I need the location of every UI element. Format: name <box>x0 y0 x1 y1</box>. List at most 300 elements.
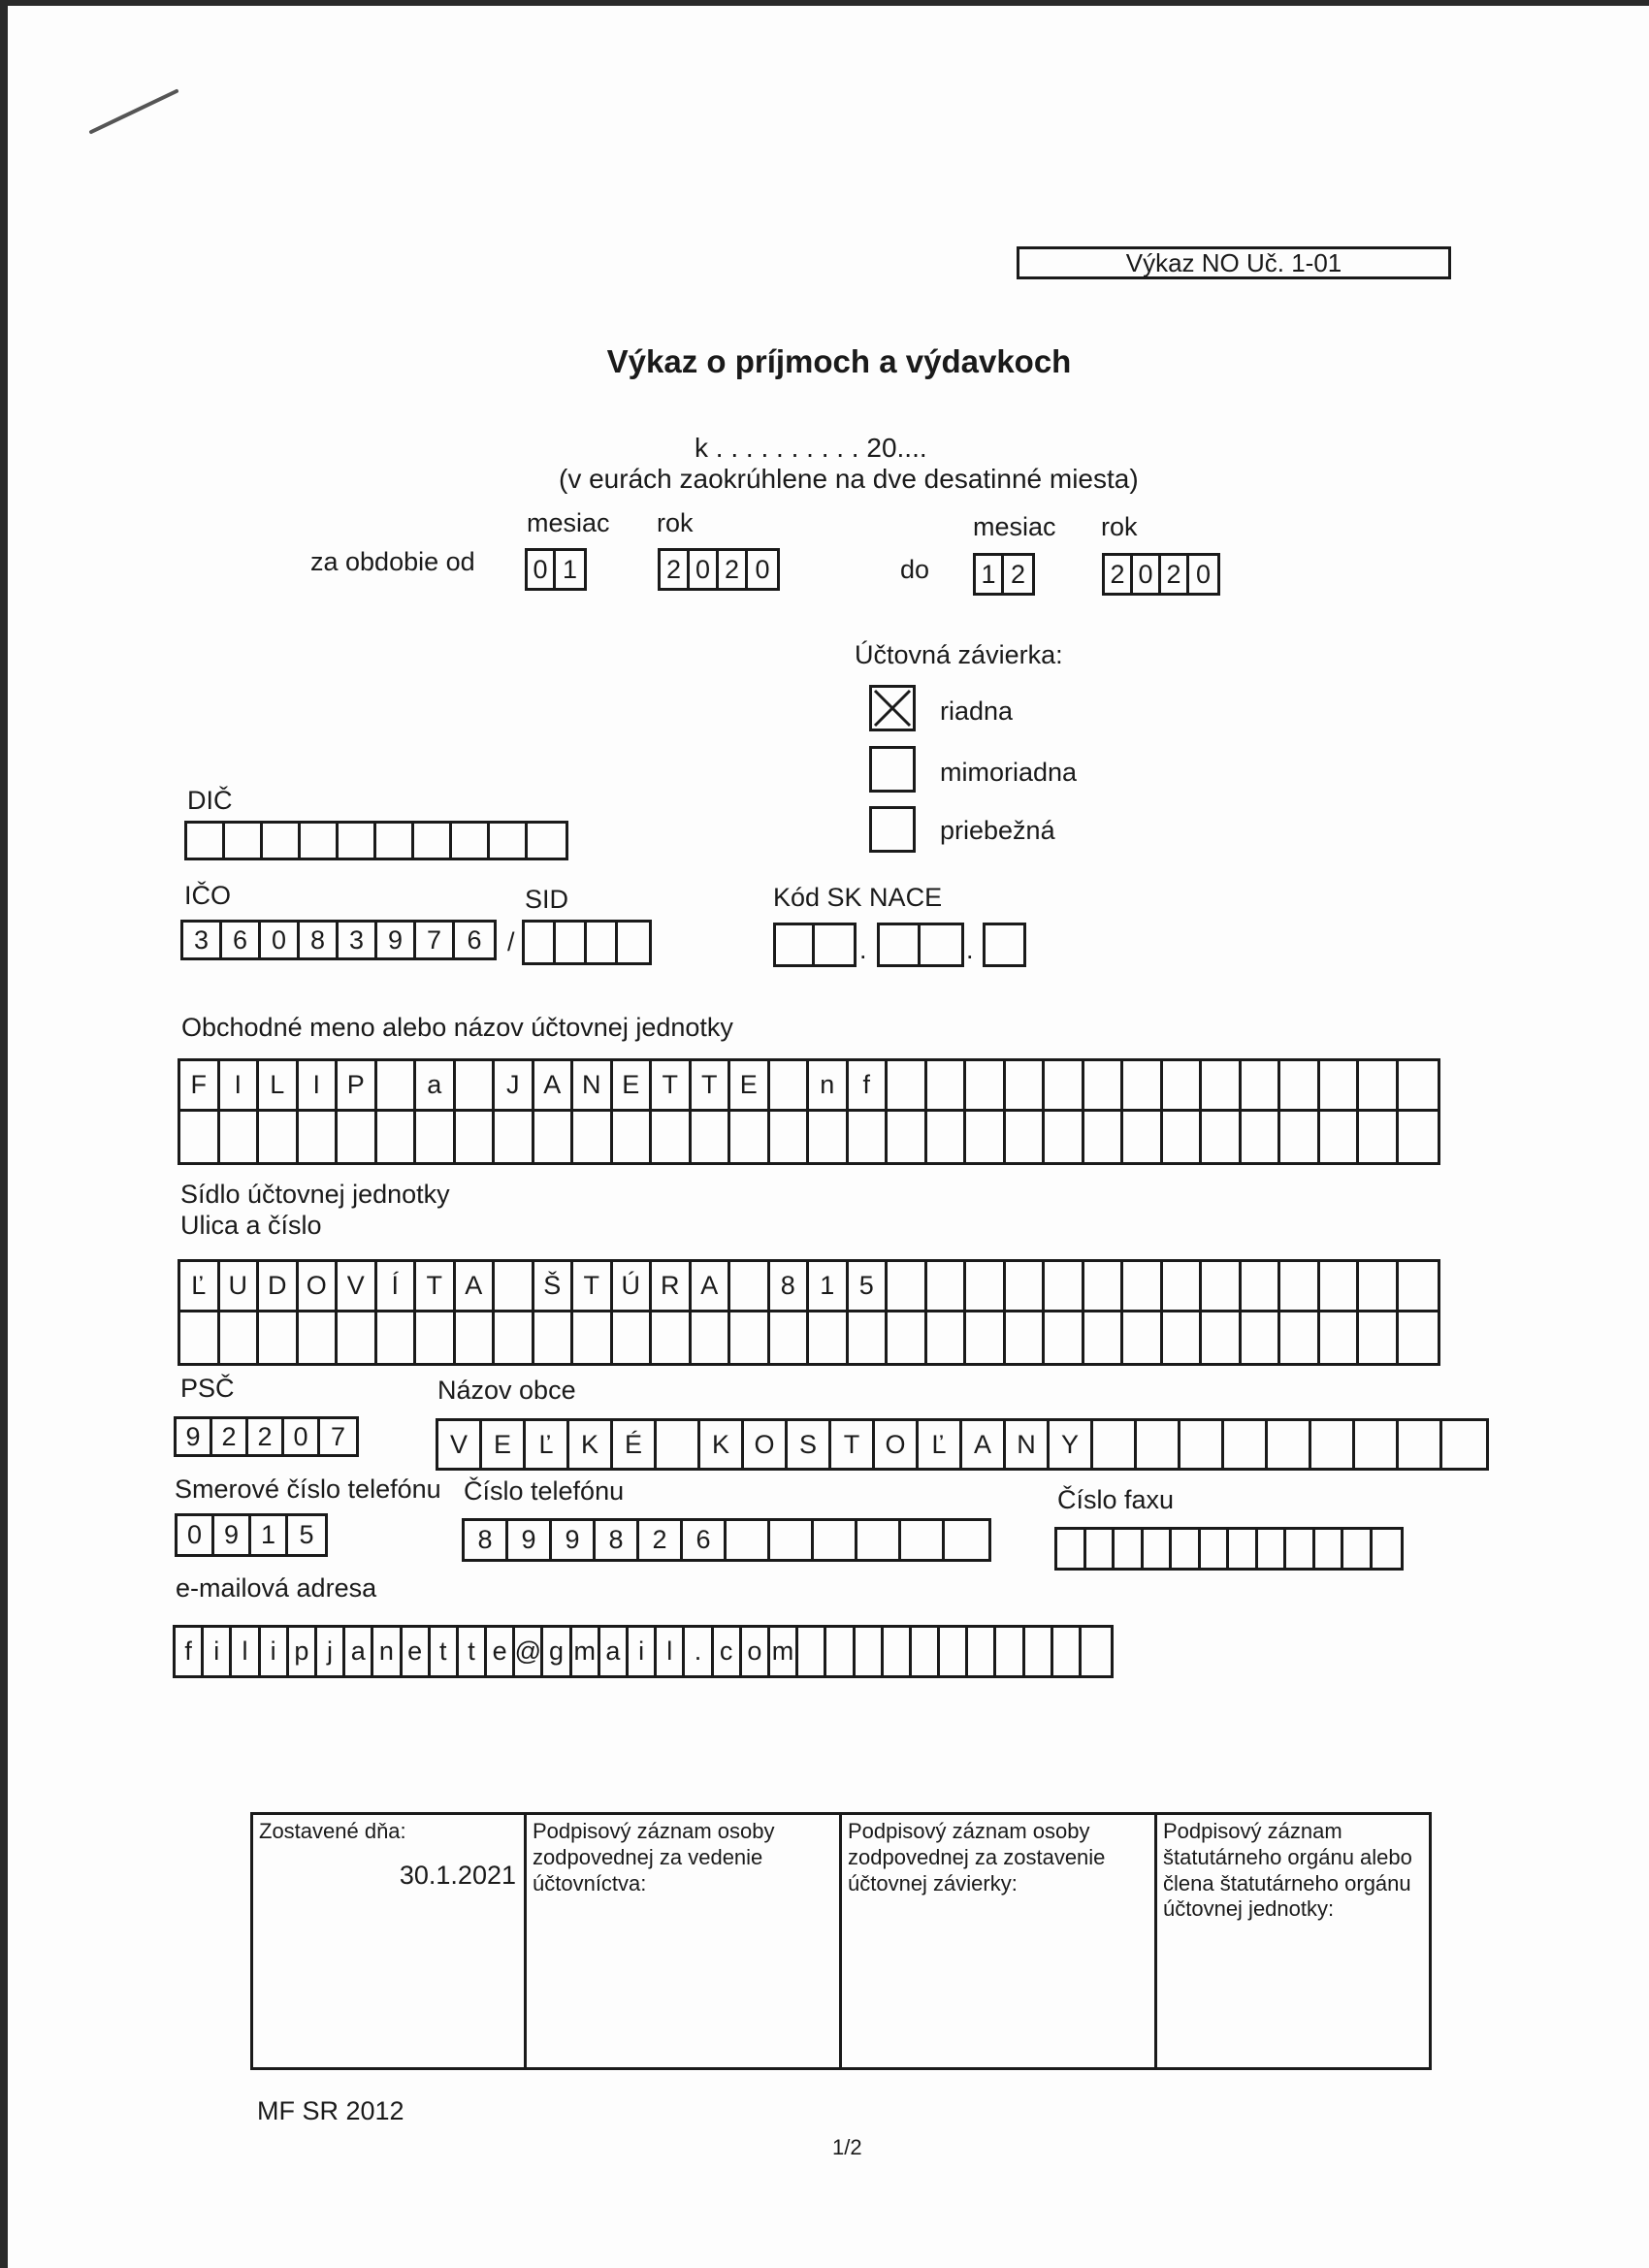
char-cell[interactable] <box>573 1112 613 1162</box>
char-cell[interactable] <box>814 1521 857 1559</box>
char-cell[interactable]: 0 <box>261 923 300 957</box>
char-cell[interactable]: 8 <box>596 1521 639 1559</box>
char-cell[interactable] <box>888 1312 927 1363</box>
fax-field[interactable] <box>1054 1527 1404 1571</box>
char-cell[interactable] <box>452 824 490 858</box>
char-cell[interactable] <box>1315 1530 1344 1568</box>
char-cell[interactable] <box>1123 1061 1163 1109</box>
char-cell[interactable]: 2 <box>248 1419 284 1454</box>
char-cell[interactable] <box>1123 1262 1163 1310</box>
char-cell[interactable]: f <box>849 1061 889 1109</box>
currency-note: (v eurách zaokrúhlene na dve desatinné miesta) <box>559 464 1139 494</box>
char-cell[interactable] <box>377 1061 417 1109</box>
char-cell[interactable] <box>1045 1262 1084 1310</box>
char-cell[interactable] <box>1202 1262 1242 1310</box>
char-cell[interactable]: O <box>744 1421 788 1468</box>
char-cell[interactable] <box>657 1421 700 1468</box>
char-cell[interactable]: K <box>569 1421 613 1468</box>
char-cell[interactable] <box>1280 1312 1320 1363</box>
char-cell[interactable] <box>1045 1112 1084 1162</box>
char-cell[interactable]: m <box>572 1628 600 1675</box>
char-cell[interactable] <box>259 1312 299 1363</box>
char-cell[interactable] <box>1355 1421 1399 1468</box>
char-cell[interactable] <box>556 923 587 962</box>
char-cell[interactable] <box>826 1628 855 1675</box>
signature-statutory-cell[interactable] <box>1157 1815 1429 2067</box>
char-cell[interactable] <box>1343 1530 1373 1568</box>
from-year-field[interactable] <box>658 548 780 591</box>
char-cell[interactable] <box>1229 1530 1258 1568</box>
char-cell[interactable] <box>534 1112 574 1162</box>
nace-field-2[interactable] <box>877 923 964 967</box>
char-cell[interactable] <box>1280 1112 1320 1162</box>
char-cell[interactable]: 7 <box>416 923 455 957</box>
char-cell[interactable]: 9 <box>214 1516 251 1554</box>
char-cell[interactable]: F <box>180 1061 220 1109</box>
char-cell[interactable]: 8 <box>770 1262 810 1310</box>
char-cell[interactable] <box>573 1312 613 1363</box>
char-cell[interactable]: 7 <box>330 1421 346 1451</box>
char-cell[interactable] <box>225 824 263 858</box>
char-cell[interactable]: I <box>220 1061 260 1109</box>
char-cell[interactable] <box>1359 1312 1399 1363</box>
char-cell[interactable] <box>1163 1061 1203 1109</box>
char-cell[interactable] <box>1280 1061 1320 1109</box>
char-cell[interactable]: O <box>875 1421 919 1468</box>
char-cell[interactable] <box>338 1112 377 1162</box>
char-cell[interactable] <box>414 824 452 858</box>
char-cell[interactable]: t <box>459 1628 487 1675</box>
char-cell[interactable] <box>927 1061 967 1109</box>
nace-dot-2: . <box>966 935 974 964</box>
char-cell[interactable]: j <box>317 1628 345 1675</box>
char-cell[interactable] <box>1242 1112 1281 1162</box>
char-cell[interactable]: T <box>573 1262 613 1310</box>
char-cell[interactable] <box>338 1312 377 1363</box>
char-cell[interactable] <box>809 1312 849 1363</box>
char-cell[interactable]: 0 <box>528 551 556 588</box>
char-cell[interactable]: É <box>613 1421 657 1468</box>
char-cell[interactable] <box>525 923 556 962</box>
char-cell[interactable]: c <box>714 1628 742 1675</box>
char-cell[interactable]: E <box>482 1421 526 1468</box>
char-cell[interactable] <box>888 1061 927 1109</box>
char-cell[interactable] <box>730 1112 770 1162</box>
char-cell[interactable] <box>1224 1421 1268 1468</box>
char-cell[interactable] <box>1399 1061 1439 1109</box>
char-cell[interactable] <box>1084 1112 1124 1162</box>
char-cell[interactable] <box>1286 1530 1315 1568</box>
char-cell[interactable] <box>1057 1530 1086 1568</box>
char-cell[interactable]: R <box>652 1262 692 1310</box>
business-name-label: Obchodné meno alebo názov účtovnej jednotky <box>181 1013 733 1042</box>
phone-number-label: Číslo telefónu <box>464 1476 625 1506</box>
char-cell[interactable] <box>1137 1421 1180 1468</box>
char-cell[interactable] <box>770 1112 810 1162</box>
char-cell[interactable]: a <box>600 1628 629 1675</box>
ico-field[interactable] <box>180 920 497 960</box>
char-cell[interactable] <box>1359 1061 1399 1109</box>
city-field[interactable] <box>436 1418 1489 1471</box>
char-cell[interactable]: 2 <box>1161 556 1189 593</box>
char-cell[interactable]: A <box>534 1061 574 1109</box>
char-cell[interactable] <box>180 1112 220 1162</box>
form-code: Výkaz NO Uč. 1-01 <box>1125 247 1342 277</box>
char-cell[interactable] <box>299 1312 339 1363</box>
char-cell[interactable] <box>618 923 649 962</box>
nace-dot-1: . <box>859 935 867 964</box>
char-cell[interactable] <box>888 1112 927 1162</box>
char-cell[interactable] <box>1082 1628 1110 1675</box>
char-cell[interactable] <box>945 1521 988 1559</box>
from-month-field[interactable] <box>525 548 587 591</box>
char-cell[interactable] <box>180 1312 220 1363</box>
char-cell[interactable] <box>730 1262 770 1310</box>
char-cell[interactable] <box>456 1061 496 1109</box>
business-name-row-2[interactable] <box>178 1112 1440 1165</box>
char-cell[interactable]: 2 <box>639 1521 683 1559</box>
char-cell[interactable] <box>1053 1628 1082 1675</box>
char-cell[interactable] <box>1084 1262 1124 1310</box>
char-cell[interactable]: Ľ <box>180 1262 220 1310</box>
char-cell[interactable] <box>1086 1530 1116 1568</box>
char-cell[interactable] <box>1202 1112 1242 1162</box>
char-cell[interactable] <box>1163 1312 1203 1363</box>
business-name-row-1[interactable] <box>178 1058 1440 1112</box>
char-cell[interactable]: 2 <box>212 1419 248 1454</box>
char-cell[interactable] <box>809 1112 849 1162</box>
char-cell[interactable]: U <box>220 1262 260 1310</box>
char-cell[interactable] <box>377 1312 417 1363</box>
char-cell[interactable] <box>966 1112 1006 1162</box>
char-cell[interactable] <box>1202 1312 1242 1363</box>
char-cell[interactable]: D <box>259 1262 299 1310</box>
char-cell[interactable] <box>770 1312 810 1363</box>
char-cell[interactable] <box>587 923 618 962</box>
char-cell[interactable] <box>456 1112 496 1162</box>
char-cell[interactable] <box>456 1312 496 1363</box>
char-cell[interactable] <box>857 1521 901 1559</box>
char-cell[interactable] <box>416 1112 456 1162</box>
char-cell[interactable]: V <box>338 1262 377 1310</box>
char-cell[interactable] <box>1172 1530 1201 1568</box>
char-cell[interactable] <box>652 1112 692 1162</box>
char-cell[interactable]: 1 <box>562 554 578 584</box>
char-cell[interactable]: J <box>495 1061 534 1109</box>
char-cell[interactable]: e <box>403 1628 431 1675</box>
char-cell[interactable]: 0 <box>178 1516 214 1554</box>
char-cell[interactable] <box>1242 1061 1281 1109</box>
char-cell[interactable]: 5 <box>849 1262 889 1310</box>
char-cell[interactable]: S <box>788 1421 831 1468</box>
char-cell[interactable] <box>856 1628 884 1675</box>
char-cell[interactable]: n <box>809 1061 849 1109</box>
char-cell[interactable] <box>815 925 854 964</box>
email-field[interactable] <box>173 1625 1114 1678</box>
char-cell[interactable] <box>798 1628 826 1675</box>
street-row-1[interactable] <box>178 1259 1440 1312</box>
char-cell[interactable] <box>1399 1262 1439 1310</box>
char-cell[interactable] <box>727 1521 770 1559</box>
char-cell[interactable]: Ú <box>613 1262 653 1310</box>
psc-field[interactable] <box>174 1416 359 1457</box>
date-label: Zostavené dňa: <box>259 1819 406 1843</box>
char-cell[interactable] <box>1280 1262 1320 1310</box>
char-cell[interactable]: i <box>261 1628 289 1675</box>
char-cell[interactable]: P <box>338 1061 377 1109</box>
char-cell[interactable] <box>495 1262 534 1310</box>
char-cell[interactable] <box>1242 1312 1281 1363</box>
char-cell[interactable]: @ <box>515 1628 543 1675</box>
char-cell[interactable] <box>1006 1262 1046 1310</box>
char-cell[interactable] <box>1242 1262 1281 1310</box>
char-cell[interactable] <box>1258 1530 1287 1568</box>
char-cell[interactable]: g <box>543 1628 571 1675</box>
char-cell[interactable]: T <box>652 1061 692 1109</box>
char-cell[interactable] <box>849 1312 889 1363</box>
char-cell[interactable]: Y <box>1050 1421 1093 1468</box>
char-cell[interactable] <box>692 1312 731 1363</box>
char-cell[interactable]: f <box>176 1628 204 1675</box>
char-cell[interactable]: 0 <box>1133 556 1161 593</box>
char-cell[interactable]: V <box>438 1421 482 1468</box>
char-cell[interactable]: m <box>770 1628 798 1675</box>
char-cell[interactable] <box>1268 1421 1311 1468</box>
phone-number-field[interactable] <box>462 1518 991 1562</box>
char-cell[interactable]: i <box>629 1628 657 1675</box>
char-cell[interactable] <box>1373 1530 1402 1568</box>
char-cell[interactable] <box>1320 1061 1360 1109</box>
char-cell[interactable]: a <box>345 1628 373 1675</box>
char-cell[interactable]: A <box>962 1421 1006 1468</box>
char-cell[interactable] <box>1359 1262 1399 1310</box>
char-cell[interactable] <box>495 1112 534 1162</box>
char-cell[interactable]: 8 <box>465 1521 508 1559</box>
char-cell[interactable] <box>495 1312 534 1363</box>
char-cell[interactable] <box>888 1262 927 1310</box>
char-cell[interactable] <box>966 1262 1006 1310</box>
char-cell[interactable]: o <box>742 1628 770 1675</box>
char-cell[interactable]: L <box>259 1061 299 1109</box>
char-cell[interactable]: n <box>373 1628 402 1675</box>
char-cell[interactable] <box>534 1312 574 1363</box>
nace-field-3[interactable] <box>983 923 1026 967</box>
char-cell[interactable]: i <box>204 1628 232 1675</box>
char-cell[interactable]: 9 <box>177 1419 212 1454</box>
char-cell[interactable]: 2 <box>1105 556 1133 593</box>
char-cell[interactable]: A <box>456 1262 496 1310</box>
char-cell[interactable] <box>220 1312 260 1363</box>
char-cell[interactable]: Ľ <box>919 1421 962 1468</box>
char-cell[interactable] <box>880 925 921 964</box>
char-cell[interactable] <box>301 824 339 858</box>
char-cell[interactable]: 8 <box>300 923 339 957</box>
char-cell[interactable] <box>1320 1312 1360 1363</box>
closing-mimoriadna-checkbox[interactable] <box>869 746 916 793</box>
closing-priebezna-checkbox[interactable] <box>869 806 916 853</box>
char-cell[interactable]: 9 <box>508 1521 552 1559</box>
char-cell[interactable] <box>263 824 301 858</box>
char-cell[interactable]: I <box>299 1061 339 1109</box>
char-cell[interactable]: . <box>685 1628 713 1675</box>
char-cell[interactable] <box>1006 1312 1046 1363</box>
char-cell[interactable]: 2 <box>719 551 748 588</box>
char-cell[interactable]: T <box>416 1262 456 1310</box>
char-cell[interactable]: p <box>289 1628 317 1675</box>
char-cell[interactable] <box>996 1628 1024 1675</box>
char-cell[interactable] <box>901 1521 945 1559</box>
char-cell[interactable] <box>1084 1312 1124 1363</box>
char-cell[interactable]: Ľ <box>526 1421 569 1468</box>
char-cell[interactable]: 0 <box>1195 559 1212 589</box>
char-cell[interactable] <box>1144 1530 1173 1568</box>
closing-riadna-label: riadna <box>940 697 1014 726</box>
nace-label: Kód SK NACE <box>773 883 943 912</box>
char-cell[interactable] <box>1025 1628 1053 1675</box>
to-month-field[interactable] <box>973 553 1035 596</box>
dic-field[interactable] <box>184 821 568 860</box>
char-cell[interactable]: a <box>416 1061 456 1109</box>
char-cell[interactable]: 6 <box>683 1521 727 1559</box>
char-cell[interactable] <box>1006 1112 1046 1162</box>
char-cell[interactable] <box>1311 1421 1355 1468</box>
char-cell[interactable]: 9 <box>552 1521 596 1559</box>
char-cell[interactable] <box>299 1112 339 1162</box>
form-code-box <box>1017 246 1451 279</box>
char-cell[interactable]: 1 <box>251 1516 288 1554</box>
char-cell[interactable]: 6 <box>222 923 261 957</box>
char-cell[interactable] <box>220 1112 260 1162</box>
char-cell[interactable] <box>770 1061 810 1109</box>
char-cell[interactable] <box>613 1312 653 1363</box>
char-cell[interactable] <box>1006 1061 1046 1109</box>
char-cell[interactable] <box>776 925 815 964</box>
char-cell[interactable] <box>652 1312 692 1363</box>
signature-closing-cell[interactable] <box>842 1815 1157 2067</box>
char-cell[interactable]: l <box>657 1628 685 1675</box>
char-cell[interactable]: 3 <box>183 923 222 957</box>
phone-prefix-field[interactable] <box>175 1513 328 1557</box>
char-cell[interactable] <box>1163 1262 1203 1310</box>
char-cell[interactable] <box>1399 1112 1439 1162</box>
char-cell[interactable]: K <box>700 1421 744 1468</box>
char-cell[interactable]: E <box>730 1061 770 1109</box>
signature-table <box>250 1812 1432 2070</box>
char-cell[interactable]: O <box>299 1262 339 1310</box>
char-cell[interactable] <box>1045 1312 1084 1363</box>
char-cell[interactable]: N <box>1006 1421 1050 1468</box>
char-cell[interactable]: 2 <box>1010 559 1026 589</box>
nace-field-1[interactable] <box>773 923 857 967</box>
char-cell[interactable] <box>528 824 566 858</box>
char-cell[interactable] <box>1442 1421 1486 1468</box>
char-cell[interactable] <box>1320 1262 1360 1310</box>
char-cell[interactable] <box>1399 1312 1439 1363</box>
char-cell[interactable] <box>770 1521 814 1559</box>
char-cell[interactable] <box>613 1112 653 1162</box>
char-cell[interactable]: E <box>613 1061 653 1109</box>
char-cell[interactable] <box>966 1312 1006 1363</box>
char-cell[interactable]: 1 <box>809 1262 849 1310</box>
char-cell[interactable] <box>927 1312 967 1363</box>
char-cell[interactable] <box>1320 1112 1360 1162</box>
char-cell[interactable]: 6 <box>467 924 482 955</box>
char-cell[interactable]: 2 <box>661 551 690 588</box>
char-cell[interactable] <box>377 1112 417 1162</box>
char-cell[interactable]: A <box>692 1262 731 1310</box>
char-cell[interactable]: T <box>692 1061 731 1109</box>
char-cell[interactable] <box>986 925 1023 964</box>
char-cell[interactable] <box>490 824 528 858</box>
char-cell[interactable] <box>416 1312 456 1363</box>
char-cell[interactable] <box>884 1628 912 1675</box>
char-cell[interactable] <box>927 1112 967 1162</box>
char-cell[interactable] <box>1202 1061 1242 1109</box>
char-cell[interactable]: 0 <box>755 554 770 584</box>
char-cell[interactable] <box>921 925 961 964</box>
signature-accounting-cell[interactable] <box>527 1815 842 2067</box>
char-cell[interactable] <box>376 824 414 858</box>
signature-date-cell <box>253 1815 527 2067</box>
char-cell[interactable]: T <box>831 1421 875 1468</box>
to-year-field[interactable] <box>1102 553 1220 596</box>
char-cell[interactable]: Š <box>534 1262 574 1310</box>
char-cell[interactable] <box>1201 1530 1230 1568</box>
char-cell[interactable] <box>1359 1112 1399 1162</box>
char-cell[interactable]: Í <box>377 1262 417 1310</box>
char-cell[interactable] <box>259 1112 299 1162</box>
char-cell[interactable] <box>912 1628 940 1675</box>
char-cell[interactable] <box>968 1628 996 1675</box>
page-number: 1/2 <box>832 2135 862 2159</box>
char-cell[interactable]: 5 <box>299 1520 314 1549</box>
char-cell[interactable] <box>1123 1312 1163 1363</box>
char-cell[interactable] <box>1045 1061 1084 1109</box>
char-cell[interactable] <box>1163 1112 1203 1162</box>
char-cell[interactable] <box>1115 1530 1144 1568</box>
char-cell[interactable]: 3 <box>339 923 377 957</box>
period-line: k . . . . . . . . . . 20.... <box>695 433 927 463</box>
char-cell[interactable] <box>692 1112 731 1162</box>
char-cell[interactable] <box>940 1628 968 1675</box>
char-cell[interactable] <box>849 1112 889 1162</box>
sid-field[interactable] <box>522 920 652 965</box>
char-cell[interactable] <box>927 1262 967 1310</box>
char-cell[interactable]: N <box>573 1061 613 1109</box>
char-cell[interactable]: l <box>232 1628 260 1675</box>
char-cell[interactable] <box>187 824 225 858</box>
char-cell[interactable] <box>339 824 376 858</box>
char-cell[interactable] <box>1399 1421 1442 1468</box>
date-value[interactable]: 30.1.2021 <box>399 1861 516 1890</box>
char-cell[interactable]: 9 <box>377 923 416 957</box>
scan-edge-left <box>0 0 8 2268</box>
street-row-2[interactable] <box>178 1312 1440 1366</box>
char-cell[interactable] <box>1180 1421 1224 1468</box>
char-cell[interactable] <box>1093 1421 1137 1468</box>
char-cell[interactable]: 0 <box>284 1419 320 1454</box>
closing-riadna-checkbox[interactable] <box>869 685 916 731</box>
char-cell[interactable]: e <box>487 1628 515 1675</box>
char-cell[interactable] <box>1084 1061 1124 1109</box>
sid-label: SID <box>525 885 569 914</box>
char-cell[interactable] <box>966 1061 1006 1109</box>
char-cell[interactable] <box>730 1312 770 1363</box>
char-cell[interactable]: 1 <box>976 556 1004 593</box>
char-cell[interactable]: 0 <box>690 551 719 588</box>
char-cell[interactable] <box>1123 1112 1163 1162</box>
char-cell[interactable]: t <box>431 1628 459 1675</box>
